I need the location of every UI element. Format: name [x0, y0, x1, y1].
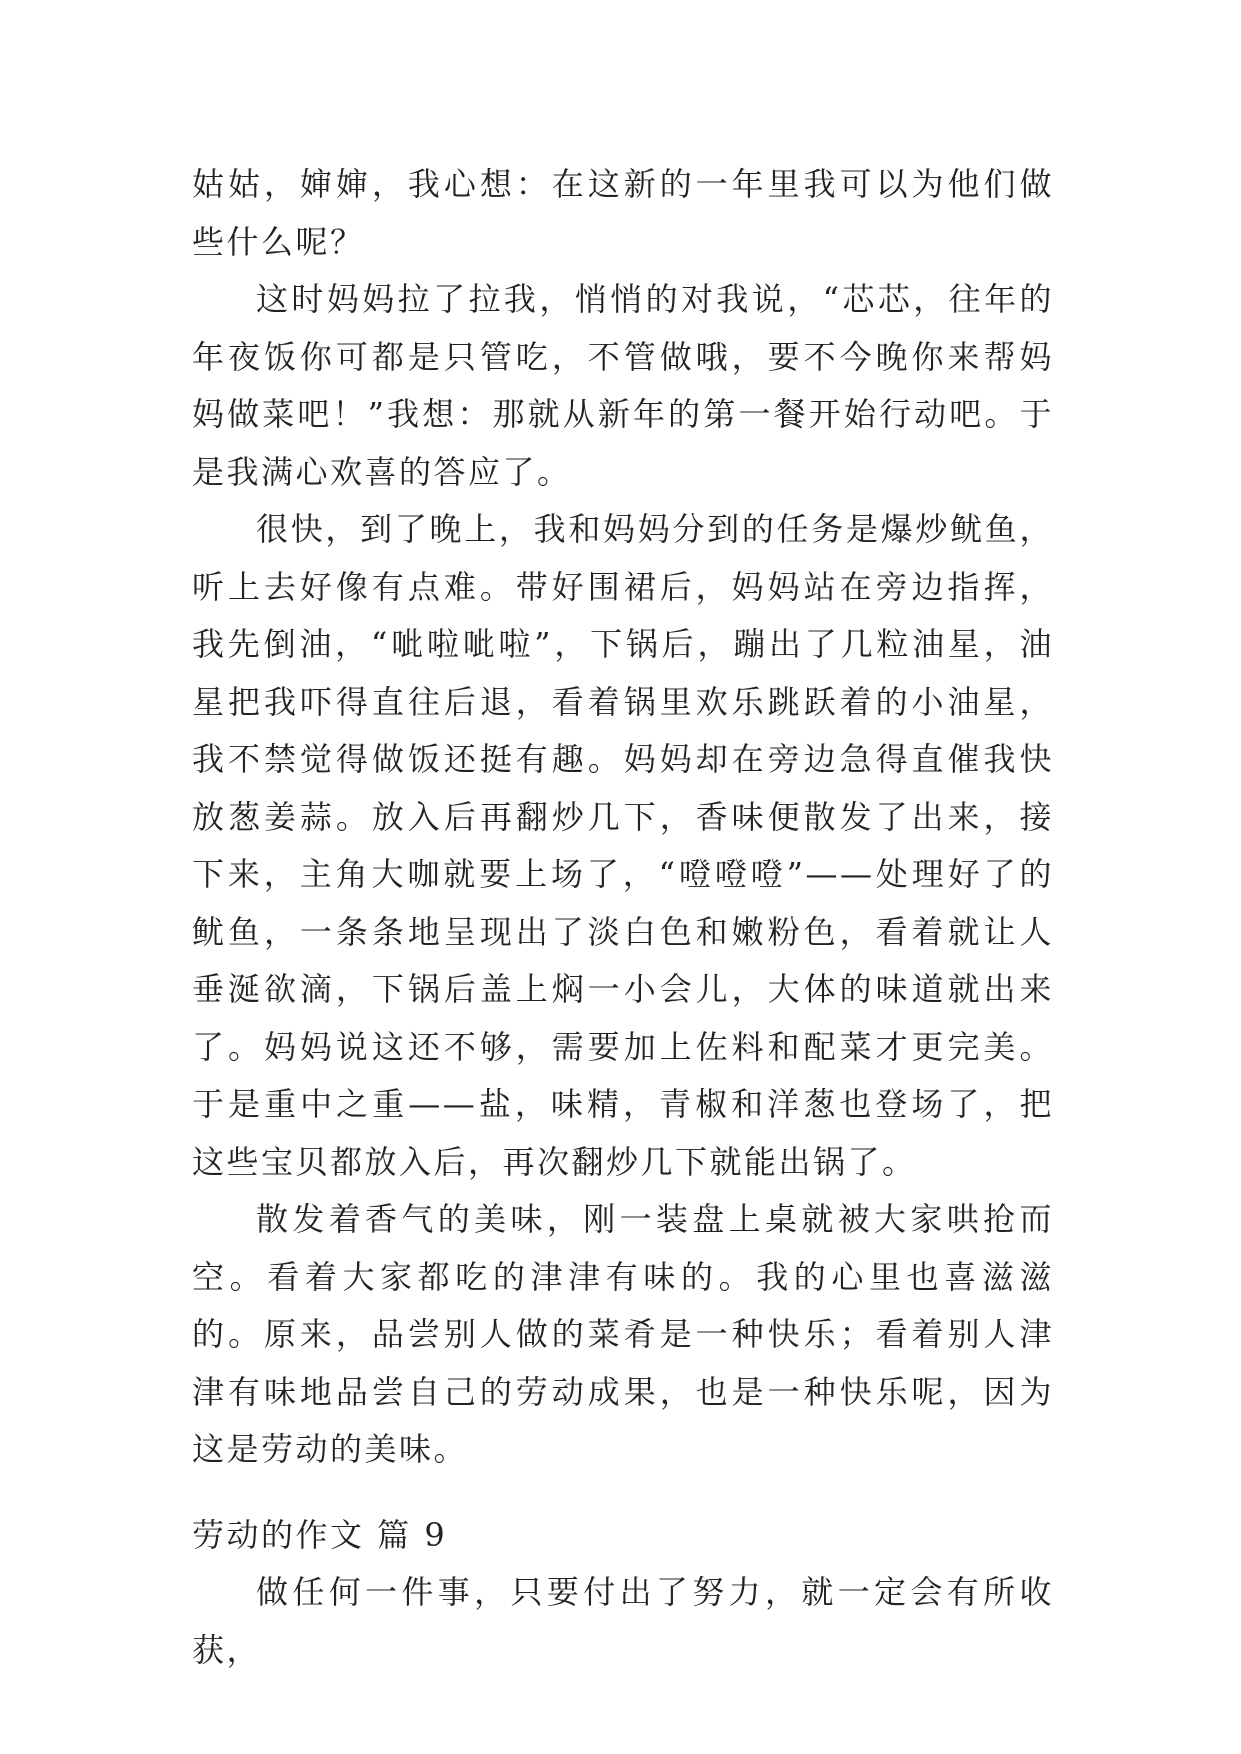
paragraph: 很快，到了晚上，我和妈妈分到的任务是爆炒鱿鱼，听上去好像有点难。带好围裙后，妈妈站在旁边指挥，我先倒油，“呲啦呲啦”，下锅后，蹦出了几粒油星，油星把我吓得直往后退，看着锅里欢乐跳跃着的小油星，我不禁觉得做饭还挺有趣。妈妈却在旁边急得直催我快放葱姜蒜。放入后再翻炒几下，香味便散发了出来，接下来，主角大咖就要上场了，“噔噔噔”——处理好了的鱿鱼，一条条地呈现出了淡白色和嫩粉色，看着就让人垂涎欲滴，下锅后盖上焖一小会儿，大体的味道就出来了。妈妈说这还不够，需要加上佐料和配菜才更完美。于是重中之重——盐，味精，青椒和洋葱也登场了，把这些宝贝都放入后，再次翻炒几下就能出锅了。: [192, 510, 1054, 1181]
document-body: [192, 156, 1054, 1679]
section-heading: 劳动的作文 篇 9: [192, 1515, 448, 1554]
paragraph-continuation: 姑姑，婶婶，我心想：在这新的一年里我可以为他们做些什么呢？: [192, 165, 1054, 261]
paragraph: 这时妈妈拉了拉我，悄悄的对我说，“芯芯，往年的年夜饭你可都是只管吃，不管做哦，要不今晚你来帮妈妈做菜吧！”我想：那就从新年的第一餐开始行动吧。于是我满心欢喜的答应了。: [192, 280, 1054, 491]
paragraph: 做任何一件事，只要付出了努力，就一定会有所收获，: [192, 1573, 1054, 1669]
paragraph: 散发着香气的美味，刚一装盘上桌就被大家哄抢而空。看着大家都吃的津津有味的。我的心里也喜滋滋的。原来，品尝别人做的菜肴是一种快乐；看着别人津津有味地品尝自己的劳动成果，也是一种快乐呢，因为这是劳动的美味。: [192, 1200, 1054, 1468]
